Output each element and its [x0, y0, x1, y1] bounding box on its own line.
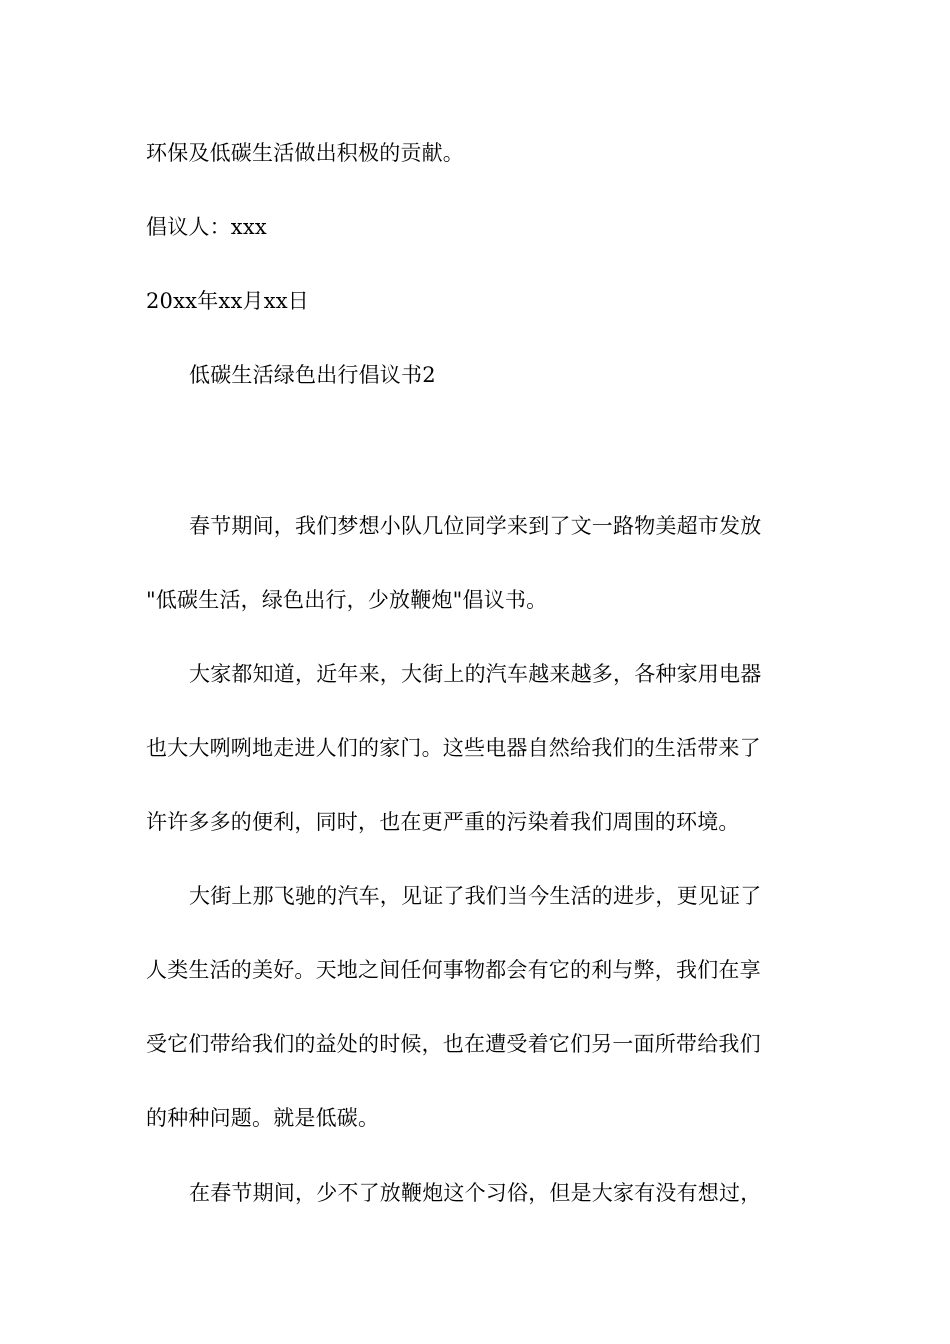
paragraph-line: 的种种问题。就是低碳。: [146, 1106, 380, 1130]
paragraph-line: 大家都知道，近年来，大街上的汽车越来越多，各种家用电器: [189, 662, 762, 686]
date-line: 20xx年xx月xx日: [146, 289, 309, 313]
paragraph-line: 人类生活的美好。天地之间任何事物都会有它的利与弊，我们在享: [146, 958, 761, 982]
paragraph-line: 在春节期间，少不了放鞭炮这个习俗，但是大家有没有想过，: [189, 1181, 762, 1205]
paragraph-line: 春节期间，我们梦想小队几位同学来到了文一路物美超市发放: [189, 514, 762, 538]
paragraph-line: "低碳生活，绿色出行，少放鞭炮"倡议书。: [146, 588, 548, 612]
paragraph-line: 大街上那飞驰的汽车，见证了我们当今生活的进步，更见证了: [189, 884, 762, 908]
section-title: 低碳生活绿色出行倡议书2: [189, 363, 436, 387]
paragraph-line: 许许多多的便利，同时，也在更严重的污染着我们周围的环境。: [146, 810, 740, 834]
paragraph-line: 受它们带给我们的益处的时候，也在遭受着它们另一面所带给我们: [146, 1032, 761, 1056]
proposer-line: 倡议人：xxx: [146, 215, 267, 239]
paragraph-line: 也大大咧咧地走进人们的家门。这些电器自然给我们的生活带来了: [146, 736, 761, 760]
paragraph-line: 环保及低碳生活做出积极的贡献。: [146, 141, 464, 165]
